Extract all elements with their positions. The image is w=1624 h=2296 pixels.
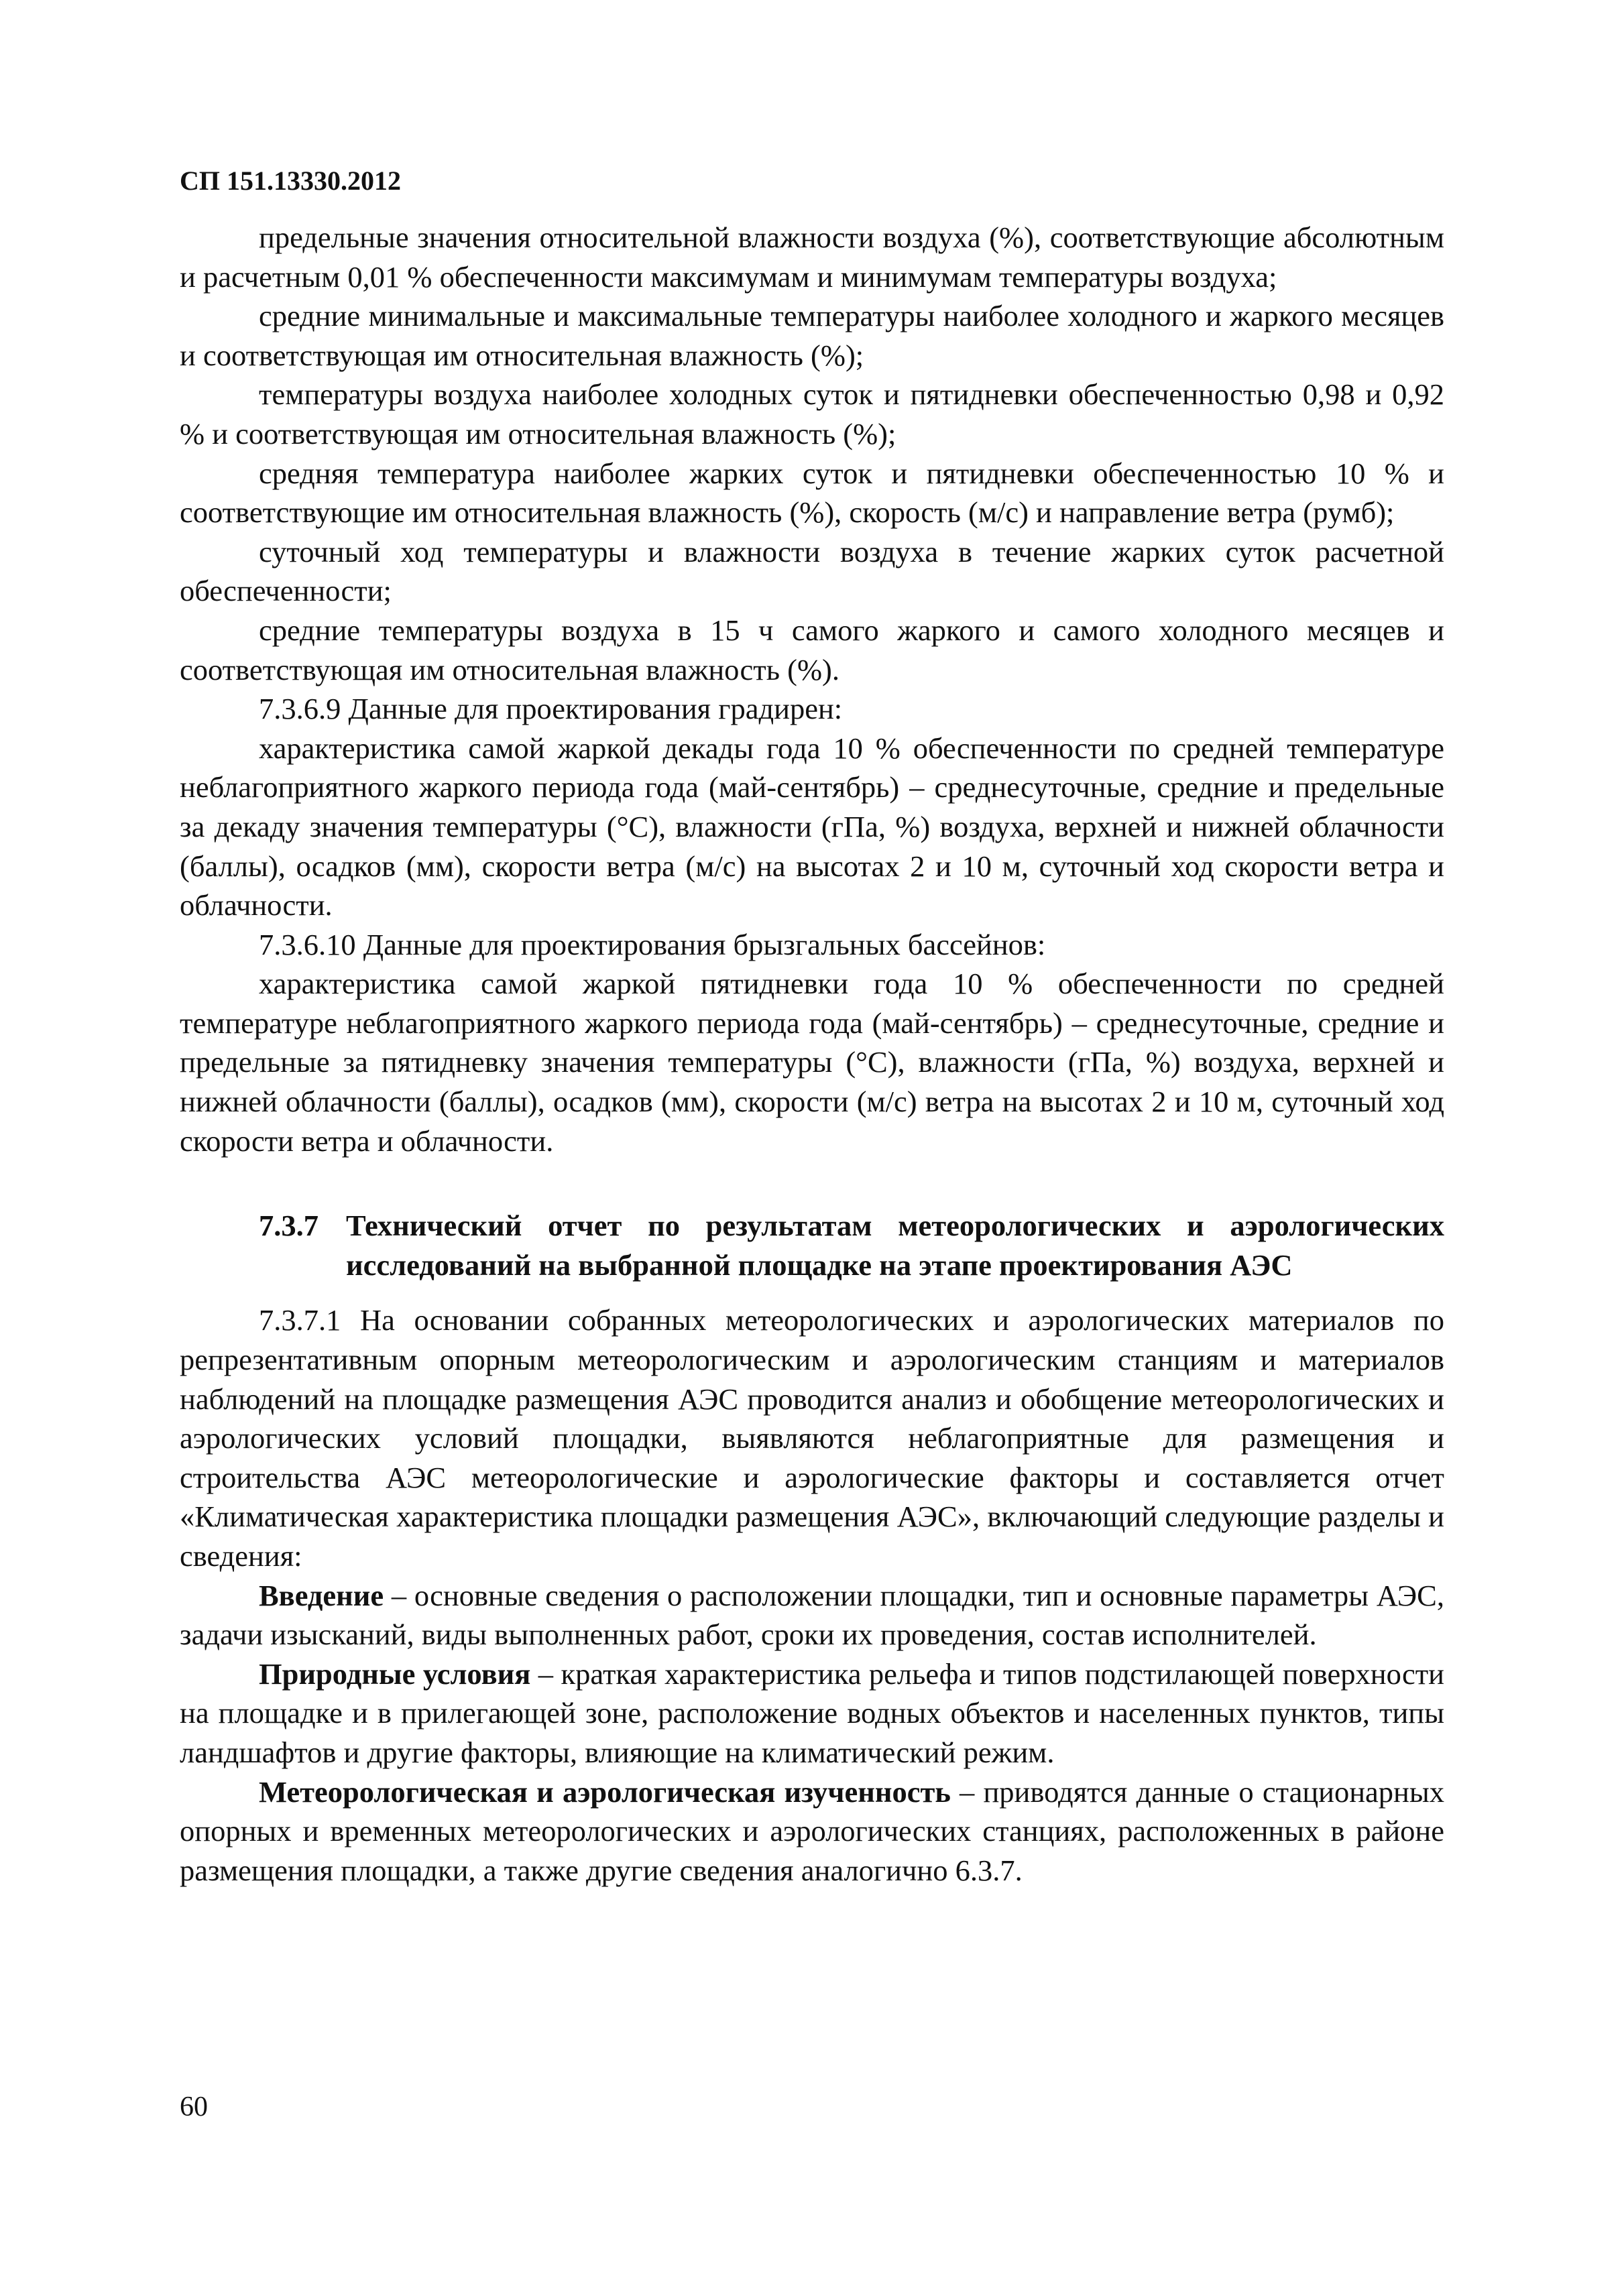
clause-7-3-7-1: 7.3.7.1 На основании собранных метеорологических и аэрологических материалов по репрезентативным опорным метеорологическим и аэрологическим станциям и материалов наблюдений на площадке размещения АЭС проводится анализ и обобщение метеорологических и аэрологических условий площадки, выявляются неблагоприятные для размещения и строительства АЭС метеорологические и аэрологические факторы и составляется отчет «Климатическая характеристика площадки размещения АЭС», включающий следующие разделы и сведения: <box>180 1303 1444 1573</box>
definition-term: Введение <box>259 1578 384 1612</box>
definition-item <box>180 1654 1444 1772</box>
definition-term: Природные условия <box>259 1656 531 1691</box>
definition-text: – основные сведения о расположении площадки, тип и основные параметры АЭС, задачи изысканий, виды выполненных работ, сроки их проведения, состав исполнителей. <box>180 1578 1444 1652</box>
clause-7-3-6-9: 7.3.6.9 Данные для проектирования градирен: <box>259 692 843 726</box>
paragraph: средние минимальные и максимальные температуры наиболее холодного и жаркого месяцев и соответствующая им относительная влажность (%); <box>180 299 1444 372</box>
paragraph: характеристика самой жаркой пятидневки года 10 % обеспеченности по средней температуре неблагоприятного жаркого периода года (май-сентябрь) – среднесуточные, средние и предельные за пятидневку значения температуры (°С), влажности (гПа, %) воздуха, верхней и нижней облачности (баллы), осадков (мм), скорости (м/с) ветра на высотах 2 и 10 м, суточный ход скорости ветра и облачности. <box>180 967 1444 1158</box>
section-title: Технический отчет по результатам метеорологических и аэрологических исследований на выбранной площадке на этапе проектирования АЭС <box>346 1209 1444 1282</box>
definition-item <box>180 1772 1444 1890</box>
page-number: 60 <box>180 2092 208 2122</box>
paragraph: характеристика самой жаркой декады года 10 % обеспеченности по средней температуре неблагоприятного жаркого периода года (май-сентябрь) – среднесуточные, средние и предельные за декаду значения температуры (°С), влажности (гПа, %) воздуха, верхней и нижней облачности (баллы), осадков (мм), скорости ветра (м/с) на высотах 2 и 10 м, суточный ход скорости ветра и облачности. <box>180 731 1444 922</box>
section-number: 7.3.7 <box>259 1209 318 1243</box>
paragraph: средние температуры воздуха в 15 ч самого жаркого и самого холодного месяцев и соответствующая им относительная влажность (%). <box>180 613 1444 686</box>
paragraph: средняя температура наиболее жарких суток и пятидневки обеспеченностью 10 % и соответствующие им относительная влажность (%), скорость (м/с) и направление ветра (румб); <box>180 456 1444 530</box>
clause-7-3-6-10: 7.3.6.10 Данные для проектирования брызгальных бассейнов: <box>259 927 1046 961</box>
definition-item <box>180 1576 1444 1654</box>
definition-text: – приводятся данные о стационарных опорных и временных метеорологических и аэрологических станциях, расположенных в районе размещения площадки, а также другие сведения аналогично 6.3.7. <box>180 1774 1444 1887</box>
document-code-header: СП 151.13330.2012 <box>180 166 401 196</box>
paragraph: суточный ход температуры и влажности воздуха в течение жарких суток расчетной обеспеченности; <box>180 534 1444 608</box>
section-heading <box>180 1206 1444 1284</box>
definition-text: – краткая характеристика рельефа и типов подстилающей поверхности на площадке и в прилегающей зоне, расположение водных объектов и населенных пунктов, типы ландшафтов и другие факторы, влияющие на климатический режим. <box>180 1656 1444 1769</box>
definition-term: Метеорологическая и аэрологическая изученность <box>259 1774 951 1809</box>
page-body <box>180 218 1444 1890</box>
paragraph: температуры воздуха наиболее холодных суток и пятидневки обеспеченностью 0,98 и 0,92 % и соответствующая им относительная влажность (%); <box>180 377 1444 450</box>
paragraph: предельные значения относительной влажности воздуха (%), соответствующие абсолютным и расчетным 0,01 % обеспеченности максимумам и минимумам температуры воздуха; <box>180 221 1444 294</box>
